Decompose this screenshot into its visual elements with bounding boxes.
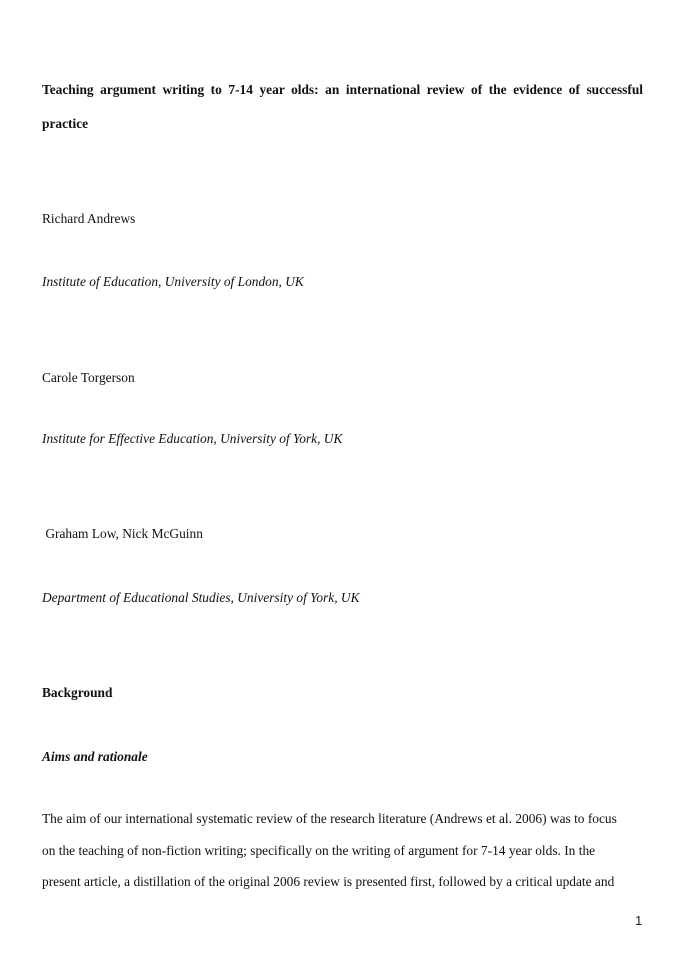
paragraph-line-2: on the teaching of non-fiction writing; specifically on the writing of argument for 7-14 year olds. In the — [42, 842, 596, 858]
page-number: 1 — [635, 913, 643, 928]
paper-title-line-1: Teaching argument writing to 7-14 year olds: an international review of the evidence of successful — [42, 82, 643, 97]
author-affiliation-3: Department of Educational Studies, University of York, UK — [42, 590, 360, 605]
author-name-3: Graham Low, Nick McGuinn — [42, 526, 203, 541]
body-paragraph — [42, 803, 643, 898]
section-subheading: Aims and rationale — [42, 749, 148, 764]
paragraph-line-1: The aim of our international systematic review of the research literature (Andrews et al. 2006) was to focus — [42, 811, 617, 826]
paper-title-line-2: practice — [42, 116, 89, 131]
author-affiliation-1: Institute of Education, University of London, UK — [42, 274, 304, 289]
author-name-2: Carole Torgerson — [42, 370, 135, 385]
author-name-1: Richard Andrews — [42, 211, 136, 226]
author-affiliation-2: Institute for Effective Education, University of York, UK — [42, 431, 343, 446]
section-heading: Background — [42, 685, 113, 700]
paragraph-line-3: present article, a distillation of the original 2006 review is presented first, followed by a critical update and — [42, 874, 615, 889]
